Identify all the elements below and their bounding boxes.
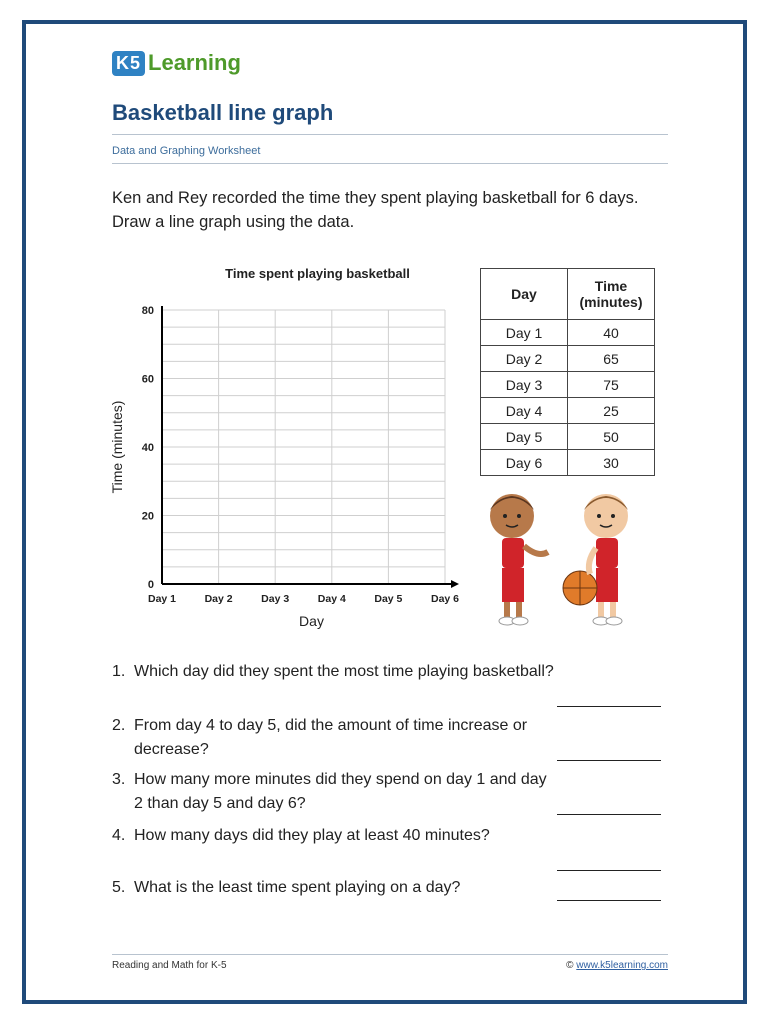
question-number: 4. bbox=[112, 827, 126, 844]
table-cell-day: Day 5 bbox=[481, 424, 568, 450]
table-cell-time: 30 bbox=[568, 450, 655, 476]
chart-title: Time spent playing basketball bbox=[225, 266, 410, 281]
question-text: How many more minutes did they spend on day 1 and day 2 than day 5 and day 6? bbox=[134, 771, 547, 812]
y-tick-label: 0 bbox=[147, 579, 154, 591]
page-title: Basketball line graph bbox=[112, 100, 334, 125]
title-divider bbox=[112, 134, 668, 135]
x-tick-label: Day 2 bbox=[204, 593, 233, 605]
footer-copyright bbox=[566, 960, 668, 971]
basketball-players-illustration bbox=[478, 484, 650, 634]
answer-blank-5[interactable] bbox=[557, 900, 661, 901]
x-tick-label: Day 4 bbox=[317, 593, 346, 605]
question-number: 5. bbox=[112, 879, 126, 896]
answer-blank-3[interactable] bbox=[557, 814, 661, 815]
table-cell-time: 50 bbox=[568, 424, 655, 450]
logo-learning-text: Learning bbox=[148, 50, 241, 75]
question-number: 2. bbox=[112, 717, 126, 734]
k5-learning-logo[interactable] bbox=[112, 48, 241, 78]
table-cell-day: Day 6 bbox=[481, 450, 568, 476]
table-header-day: Day bbox=[481, 269, 568, 320]
y-axis-label: Time (minutes) bbox=[109, 400, 125, 494]
answer-blank-1[interactable] bbox=[557, 706, 661, 707]
logo-k5-mark: K5 bbox=[112, 51, 145, 76]
x-tick-label: Day 6 bbox=[430, 593, 460, 605]
y-tick-label: 80 bbox=[141, 305, 154, 317]
question-text: What is the least time spent playing on a day? bbox=[134, 879, 461, 896]
table-header-time: Time (minutes) bbox=[568, 269, 655, 320]
player-left-image bbox=[490, 494, 548, 625]
table-row bbox=[481, 424, 655, 450]
intro-text: Ken and Rey recorded the time they spent playing basketball for 6 days. Draw a line graph using the data. bbox=[112, 189, 639, 231]
x-axis-label: Day bbox=[299, 613, 324, 629]
subtitle-divider bbox=[112, 163, 668, 164]
table-cell-time: 65 bbox=[568, 346, 655, 372]
y-tick-label: 40 bbox=[141, 442, 154, 454]
page-subtitle: Data and Graphing Worksheet bbox=[112, 145, 261, 157]
question-text: How many days did they play at least 40 minutes? bbox=[134, 827, 490, 844]
table-row bbox=[481, 372, 655, 398]
footer-website-link[interactable]: www.k5learning.com bbox=[576, 960, 668, 971]
x-tick-label: Day 3 bbox=[261, 593, 290, 605]
question-number: 1. bbox=[112, 663, 126, 680]
table-row bbox=[481, 450, 655, 476]
line-graph bbox=[100, 262, 480, 642]
answer-blank-4[interactable] bbox=[557, 870, 661, 871]
player-right-image bbox=[563, 494, 628, 625]
x-tick-label: Day 1 bbox=[147, 593, 177, 605]
footer-divider bbox=[112, 954, 668, 955]
table-row bbox=[481, 398, 655, 424]
question-text: Which day did they spent the most time playing basketball? bbox=[134, 663, 554, 680]
footer-tagline: Reading and Math for K-5 bbox=[112, 960, 227, 971]
copyright-symbol: © bbox=[566, 960, 574, 971]
x-tick-label: Day 5 bbox=[374, 593, 403, 605]
y-tick-label: 60 bbox=[141, 373, 154, 386]
table-row bbox=[481, 346, 655, 372]
y-tick-label: 20 bbox=[141, 510, 154, 523]
x-axis-arrow bbox=[451, 580, 459, 588]
table-cell-time: 75 bbox=[568, 372, 655, 398]
table-cell-time: 25 bbox=[568, 398, 655, 424]
table-cell-day: Day 4 bbox=[481, 398, 568, 424]
table-cell-day: Day 3 bbox=[481, 372, 568, 398]
question-text: From day 4 to day 5, did the amount of time increase or decrease? bbox=[134, 717, 528, 758]
table-row bbox=[481, 320, 655, 346]
table-cell-day: Day 1 bbox=[481, 320, 568, 346]
table-cell-day: Day 2 bbox=[481, 346, 568, 372]
question-number: 3. bbox=[112, 771, 126, 788]
table-cell-time: 40 bbox=[568, 320, 655, 346]
answer-blank-2[interactable] bbox=[557, 760, 661, 761]
data-table bbox=[480, 268, 655, 476]
